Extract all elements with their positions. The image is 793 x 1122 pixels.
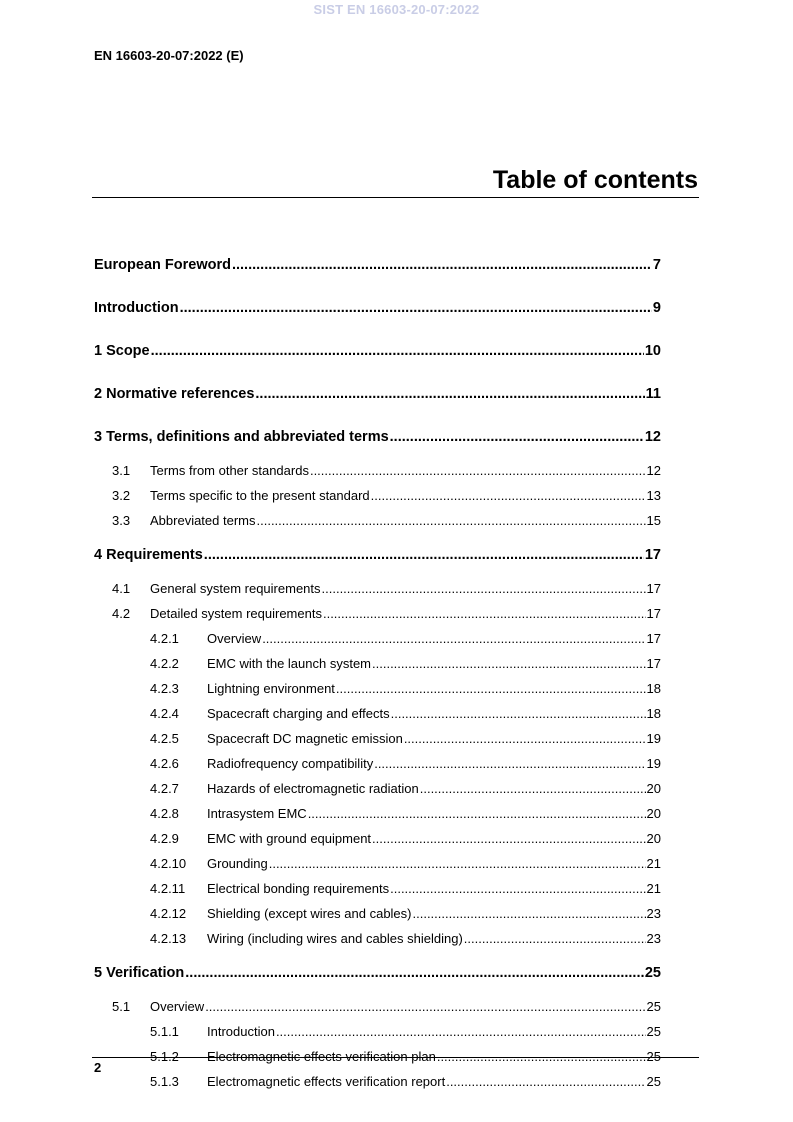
- toc-entry-number: 4.2.1: [150, 631, 179, 646]
- toc-entry-label: Electrical bonding requirements: [207, 881, 390, 896]
- toc-dot-leader: [390, 876, 645, 901]
- toc-entry-label: 1 Scope: [94, 343, 150, 359]
- toc-dot-leader: [232, 252, 652, 278]
- toc-entry[interactable]: [94, 876, 661, 901]
- toc-entry[interactable]: [94, 994, 661, 1019]
- toc-entry-page: 12: [644, 429, 661, 445]
- toc-entry-number: 5.1: [112, 999, 131, 1014]
- toc-dot-leader: [257, 508, 646, 533]
- toc-entry-page: 17: [646, 606, 661, 621]
- toc-dot-leader: [310, 458, 646, 483]
- toc-entry-label: Terms from other standards: [150, 463, 309, 478]
- toc-dot-leader: [204, 542, 644, 568]
- toc-entry-label: Intrasystem EMC: [207, 806, 307, 821]
- toc-dot-leader: [372, 651, 646, 676]
- footer-divider: [92, 1057, 699, 1058]
- toc-dot-leader: [390, 424, 644, 450]
- toc-dot-leader: [262, 626, 645, 651]
- toc-entry[interactable]: [94, 542, 661, 576]
- toc-entry-number: 4.2.2: [150, 656, 179, 671]
- table-of-contents: [94, 252, 661, 1094]
- toc-entry-page: 25: [644, 965, 661, 981]
- toc-entry-number: 4.2.10: [150, 856, 187, 871]
- toc-entry-label: Electromagnetic effects verification plan: [207, 1049, 436, 1064]
- toc-entry-label: Spacecraft DC magnetic emission: [207, 731, 403, 746]
- toc-entry-number: 5.1.3: [150, 1074, 179, 1089]
- toc-entry[interactable]: [94, 726, 661, 751]
- toc-entry[interactable]: [94, 601, 661, 626]
- toc-entry[interactable]: [94, 458, 661, 483]
- toc-entry-label: Abbreviated terms: [150, 513, 256, 528]
- toc-entry-number: 4.2.9: [150, 831, 179, 846]
- toc-entry-label: Terms specific to the present standard: [150, 488, 370, 503]
- toc-entry-page: 25: [646, 1049, 661, 1064]
- toc-entry-page: 13: [646, 488, 661, 503]
- toc-entry-number: 3.1: [112, 463, 131, 478]
- toc-entry-page: 15: [646, 513, 661, 528]
- toc-entry[interactable]: [94, 851, 661, 876]
- toc-entry-number: 3.2: [112, 488, 131, 503]
- toc-entry-page: 17: [646, 631, 661, 646]
- toc-dot-leader: [180, 295, 652, 321]
- toc-entry-page: 25: [646, 1074, 661, 1089]
- toc-entry-number: 4.2.12: [150, 906, 187, 921]
- toc-dot-leader: [269, 851, 646, 876]
- toc-entry-label: Spacecraft charging and effects: [207, 706, 390, 721]
- toc-entry[interactable]: [94, 676, 661, 701]
- toc-dot-leader: [185, 960, 644, 986]
- toc-entry[interactable]: [94, 576, 661, 601]
- document-id: EN 16603-20-07:2022 (E): [94, 48, 244, 63]
- toc-entry-number: 4.1: [112, 581, 131, 596]
- toc-dot-leader: [391, 701, 646, 726]
- toc-entry-page: 11: [645, 386, 661, 402]
- toc-entry-page: 10: [644, 343, 661, 359]
- toc-entry-page: 9: [652, 300, 661, 316]
- toc-dot-leader: [308, 801, 646, 826]
- toc-dot-leader: [323, 601, 646, 626]
- toc-entry[interactable]: [94, 1069, 661, 1094]
- toc-entry-number: 4.2.13: [150, 931, 187, 946]
- toc-entry-number: 4.2.4: [150, 706, 179, 721]
- toc-entry-number: 4.2: [112, 606, 131, 621]
- toc-entry-label: 5 Verification: [94, 965, 185, 981]
- toc-dot-leader: [371, 483, 646, 508]
- toc-dot-leader: [372, 826, 646, 851]
- toc-entry-number: 4.2.7: [150, 781, 179, 796]
- toc-entry-page: 7: [652, 257, 661, 273]
- toc-dot-leader: [205, 994, 645, 1019]
- toc-entry-label: Electromagnetic effects verification report: [207, 1074, 446, 1089]
- page-title: Table of contents: [492, 166, 698, 194]
- toc-entry-label: EMC with ground equipment: [207, 831, 372, 846]
- toc-dot-leader: [374, 751, 645, 776]
- toc-entry-page: 19: [646, 756, 661, 771]
- toc-entry[interactable]: [94, 626, 661, 651]
- watermark: SIST EN 16603-20-07:2022: [313, 2, 480, 17]
- toc-entry-label: Overview: [150, 999, 205, 1014]
- toc-entry-page: 18: [646, 706, 661, 721]
- toc-entry[interactable]: [94, 776, 661, 801]
- toc-entry-page: 17: [646, 656, 661, 671]
- toc-entry[interactable]: [94, 424, 661, 458]
- toc-entry-label: Introduction: [207, 1024, 275, 1039]
- toc-entry[interactable]: [94, 381, 661, 415]
- toc-entry[interactable]: [94, 1019, 661, 1044]
- toc-entry-number: 3.3: [112, 513, 131, 528]
- toc-entry-label: Overview: [207, 631, 262, 646]
- toc-entry-number: 4.2.6: [150, 756, 179, 771]
- toc-entry[interactable]: [94, 701, 661, 726]
- toc-entry[interactable]: [94, 801, 661, 826]
- toc-entry-number: 4.2.5: [150, 731, 179, 746]
- toc-dot-leader: [420, 776, 646, 801]
- toc-entry-label: Detailed system requirements: [150, 606, 322, 621]
- toc-entry-page: 19: [646, 731, 661, 746]
- toc-entry-page: 20: [646, 806, 661, 821]
- toc-dot-leader: [276, 1019, 646, 1044]
- toc-entry-page: 20: [646, 831, 661, 846]
- toc-entry[interactable]: [94, 508, 661, 533]
- toc-entry[interactable]: [94, 960, 661, 994]
- toc-entry-page: 17: [646, 581, 661, 596]
- toc-entry-page: 23: [646, 906, 661, 921]
- toc-entry-label: Shielding (except wires and cables): [207, 906, 412, 921]
- page-number: 2: [94, 1060, 102, 1075]
- toc-entry-number: 5.1.2: [150, 1049, 179, 1064]
- toc-entry[interactable]: [94, 338, 661, 372]
- toc-entry-label: 2 Normative references: [94, 386, 255, 402]
- toc-dot-leader: [446, 1069, 645, 1094]
- toc-entry-label: 3 Terms, definitions and abbreviated terms: [94, 429, 389, 445]
- toc-entry-page: 17: [644, 547, 661, 563]
- toc-entry-page: 25: [646, 999, 661, 1014]
- toc-entry-label: Lightning environment: [207, 681, 335, 696]
- toc-entry[interactable]: [94, 826, 661, 851]
- toc-entry-label: Grounding: [207, 856, 268, 871]
- toc-entry-page: 21: [646, 856, 661, 871]
- toc-entry[interactable]: [94, 651, 661, 676]
- toc-dot-leader: [255, 381, 644, 407]
- toc-dot-leader: [413, 901, 646, 926]
- toc-entry-number: 5.1.1: [150, 1024, 179, 1039]
- toc-entry-label: Radiofrequency compatibility: [207, 756, 374, 771]
- toc-entry-label: 4 Requirements: [94, 547, 203, 563]
- toc-entry[interactable]: [94, 901, 661, 926]
- toc-entry[interactable]: [94, 252, 661, 286]
- toc-dot-leader: [151, 338, 644, 364]
- toc-entry-page: 12: [646, 463, 661, 478]
- toc-entry-label: European Foreword: [94, 257, 231, 273]
- toc-entry-label: General system requirements: [150, 581, 321, 596]
- toc-entry-number: 4.2.11: [150, 881, 186, 896]
- toc-entry-number: 4.2.3: [150, 681, 179, 696]
- toc-entry-label: EMC with the launch system: [207, 656, 372, 671]
- toc-entry-page: 23: [646, 931, 661, 946]
- toc-entry[interactable]: [94, 483, 661, 508]
- toc-entry[interactable]: [94, 926, 661, 951]
- toc-entry-page: 20: [646, 781, 661, 796]
- toc-dot-leader: [404, 726, 646, 751]
- toc-entry-label: Introduction: [94, 300, 179, 316]
- toc-dot-leader: [336, 676, 646, 701]
- toc-entry-label: Wiring (including wires and cables shielding): [207, 931, 463, 946]
- toc-entry-page: 25: [646, 1024, 661, 1039]
- toc-entry[interactable]: [94, 751, 661, 776]
- toc-entry-page: 18: [646, 681, 661, 696]
- toc-entry[interactable]: [94, 295, 661, 329]
- toc-entry-page: 21: [646, 881, 661, 896]
- toc-dot-leader: [464, 926, 646, 951]
- toc-entry-label: Hazards of electromagnetic radiation: [207, 781, 419, 796]
- title-divider: [92, 197, 699, 198]
- toc-entry-number: 4.2.8: [150, 806, 179, 821]
- toc-dot-leader: [322, 576, 646, 601]
